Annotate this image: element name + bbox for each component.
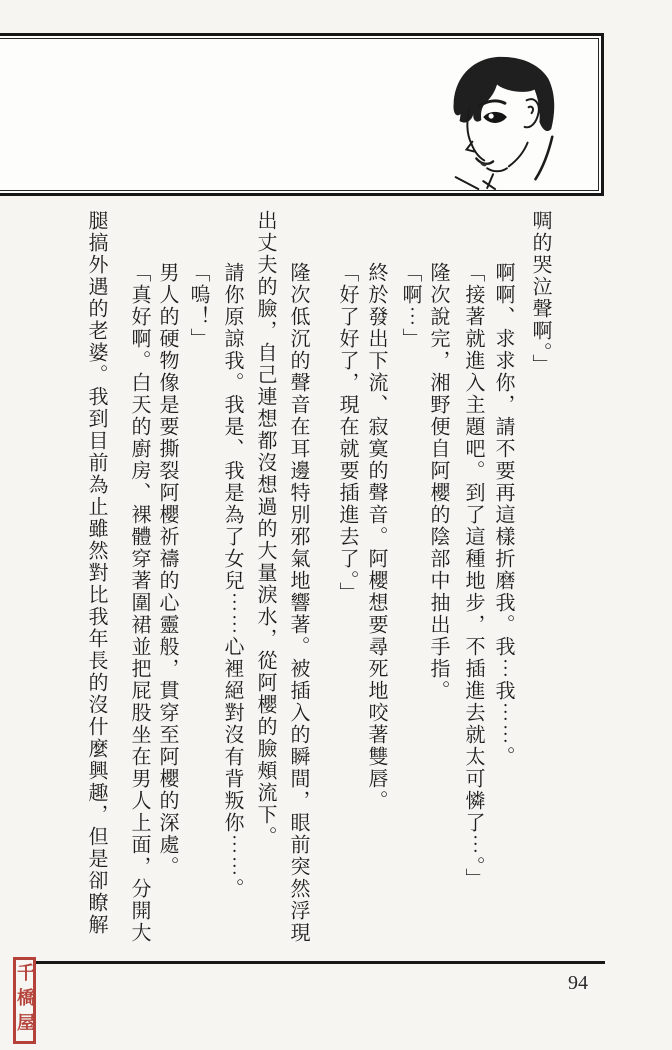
text-column-2: 啊啊、求求你，請不要再這樣折磨我。我⋯我⋯⋯。 [492,262,514,768]
text-column-6: 終於發出下流、寂寞的聲音。阿櫻想要尋死地咬著雙唇。 [365,262,387,812]
footer-rule [35,961,605,964]
text-column-1: 啁的哭泣聲啊。」 [529,210,551,376]
text-column-12: 男人的硬物像是要撕裂阿櫻祈禱的心靈般，貫穿至阿櫻的深處。 [156,262,178,878]
text-column-4: 隆次說完，湘野便自阿櫻的陰部中抽出手指。 [427,262,449,702]
text-column-7: 「好了好了，現在就要插進去了。」 [336,262,358,604]
text-column-9: 出丈夫的臉，自己連想都沒想過的大量淚水，從阿櫻的臉頰流下。 [254,210,276,848]
text-column-10: 請你原諒我。我是、我是為了女兒⋯⋯心裡絕對沒有背叛你⋯⋯。 [221,262,243,900]
text-column-14: 腿搞外遇的老婆。我到目前為止雖然對比我年長的沒什麼興趣，但是卻瞭解 [85,210,107,936]
text-column-8: 隆次低沉的聲音在耳邊特別邪氣地響著。被插入的瞬間，眼前突然浮現 [287,262,309,944]
publisher-seal-stamp [13,957,36,1044]
text-column-13: 「真好啊。白天的廚房、裸體穿著圍裙並把屁股坐在男人上面，分開大 [128,262,150,944]
text-column-3: 「接著就進入主題吧。到了這種地步，不插進去就太可憐了⋯。」 [462,262,484,890]
text-column-5: 「啊⋯」 [399,262,421,350]
page-number: 94 [568,972,588,994]
text-column-11: 「嗚！」 [187,262,209,350]
publisher-seal-text: 千橋屋 [15,963,35,1038]
